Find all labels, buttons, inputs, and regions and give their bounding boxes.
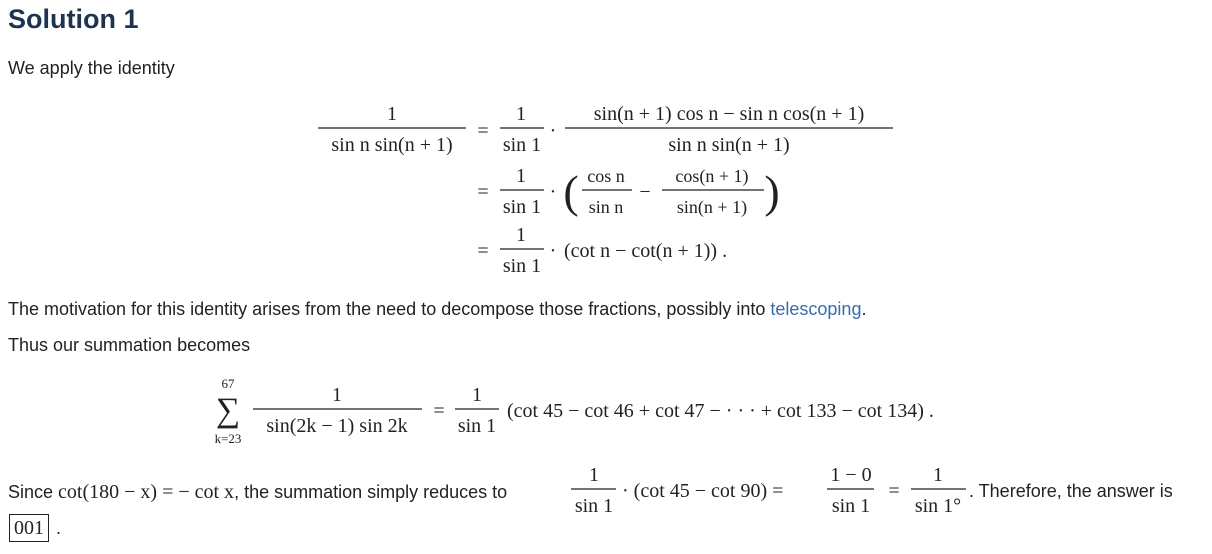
row2-dot: · xyxy=(549,181,557,203)
motivation-text xyxy=(8,299,866,320)
row3-sin1: sin 1 xyxy=(502,255,542,277)
row2-sin1: sin 1 xyxy=(502,196,542,218)
solution-heading: Solution 1 xyxy=(8,4,139,34)
since-suffix: . Therefore, the answer is xyxy=(969,481,1173,501)
telescoping-link[interactable]: telescoping xyxy=(770,299,862,319)
equals-1: = xyxy=(477,120,489,142)
since-text-left xyxy=(8,481,507,504)
since-frac1-num: 1 xyxy=(589,464,599,486)
row1-one: 1 xyxy=(516,103,526,125)
answer-period: . xyxy=(56,518,62,538)
thus-text: Thus our summation becomes xyxy=(8,335,251,355)
row1-dot: · xyxy=(549,120,557,142)
sum-numerator: 1 xyxy=(332,384,342,406)
row3-dot: · xyxy=(549,240,557,262)
sum-rhs-sin1: sin 1 xyxy=(457,415,497,437)
row2-right-paren: ) xyxy=(764,166,780,217)
row1-big-numerator: sin(n + 1) cos n − sin n cos(n + 1) xyxy=(593,103,865,125)
row1-big-denominator: sin n sin(n + 1) xyxy=(668,134,790,156)
since-frac2-num: 1 − 0 xyxy=(830,464,872,486)
row3-one: 1 xyxy=(516,224,526,246)
cot-identity: cot(180 − x) = − cot x xyxy=(58,481,235,503)
row2-left-paren: ( xyxy=(563,166,579,217)
row2-one: 1 xyxy=(516,165,526,187)
lhs-numerator: 1 xyxy=(387,103,397,125)
sum-rhs-one: 1 xyxy=(472,384,482,406)
sum-tail: (cot 45 − cot 46 + cot 47 − · · · + cot 133 − cot 134) . xyxy=(507,400,934,422)
since-middle: , the summation simply reduces to xyxy=(234,482,508,502)
since-frac1-den: sin 1 xyxy=(574,495,614,517)
since-frac2-den: sin 1 xyxy=(831,495,871,517)
intro-text: We apply the identity xyxy=(8,58,175,78)
since-frac3-den: sin 1° xyxy=(914,495,962,517)
row1-sin1: sin 1 xyxy=(502,134,542,156)
row2-minus: − xyxy=(639,181,651,203)
since-equals: = xyxy=(888,480,900,502)
row2-sin-n1: sin(n + 1) xyxy=(676,197,748,217)
since-frac3-num: 1 xyxy=(933,464,943,486)
row2-sin-n: sin n xyxy=(588,197,624,217)
sum-upper-limit: 67 xyxy=(221,376,235,391)
sum-lower-limit: k=23 xyxy=(214,431,242,446)
sigma-symbol: ∑ xyxy=(215,392,241,429)
answer-box: 001 xyxy=(9,514,49,542)
sum-equals: = xyxy=(433,400,445,422)
equals-3: = xyxy=(477,240,489,262)
motivation-after: . xyxy=(861,299,867,319)
lhs-denominator: sin n sin(n + 1) xyxy=(331,134,453,156)
sum-denominator: sin(2k − 1) sin 2k xyxy=(266,415,408,437)
since-prefix: Since xyxy=(8,482,59,502)
row3-tail: (cot n − cot(n + 1)) . xyxy=(564,240,728,262)
motivation-before: The motivation for this identity arises from the need to decompose those fractions, possibly into xyxy=(8,299,771,319)
row2-cos-n1: cos(n + 1) xyxy=(675,166,749,186)
row2-cos-n: cos n xyxy=(587,166,625,186)
equals-2: = xyxy=(477,181,489,203)
since-dot-expr: · (cot 45 − cot 90) = xyxy=(622,480,784,502)
